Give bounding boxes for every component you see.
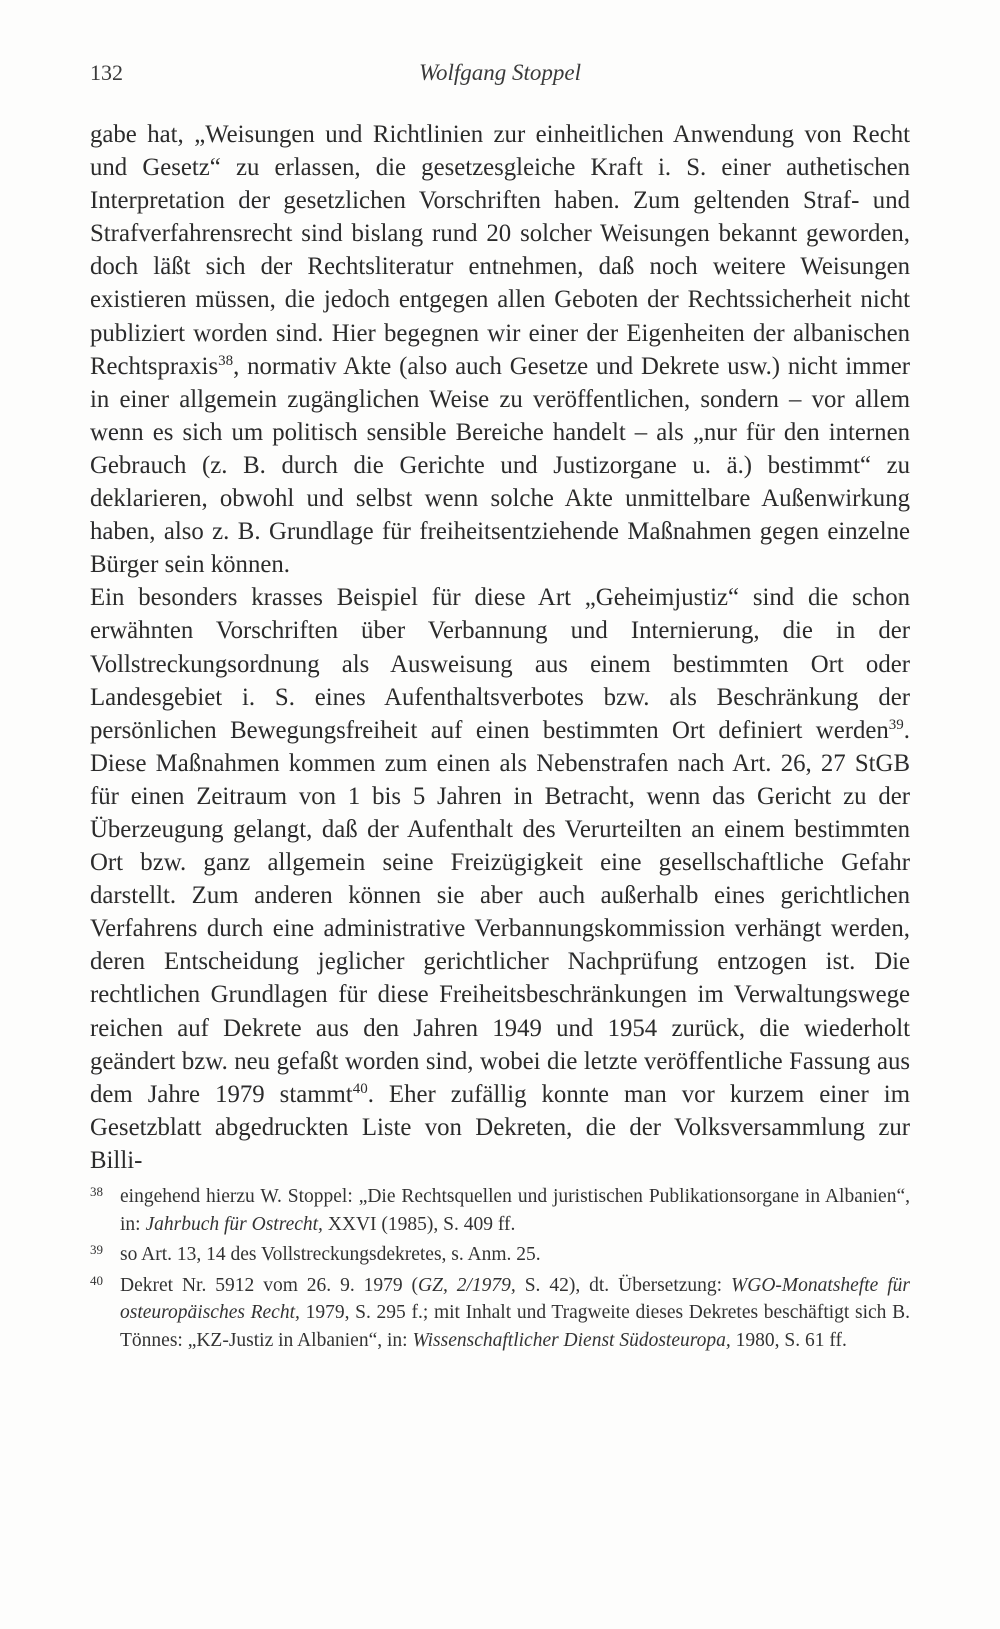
paragraph-1-text-b: , normativ Akte (also auch Gesetze und Dekrete usw.) nicht immer in einer allgemein zugänglichen Weise zu veröffentlichen, sondern – vor allem wenn es sich um politisch sensible Bereiche handelt – als „nur für den internen Gebrauch (z. B. durch die Gerichte und Justizorgane u. ä.) bestimmt“ zu deklarieren, obwohl und selbst wenn solche Akte unmittelbare Außenwirkung haben, also z. B. Grundlage für freiheitsentziehende Maßnahmen gegen einzelne Bürger sein können.	[90, 352, 910, 579]
footnote-mark-38: 38	[90, 1184, 103, 1199]
paragraph-2-text-b: . Diese Maßnahmen kommen zum einen als Nebenstrafen nach Art. 26, 27 StGB für einen Zeitraum von 1 bis 5 Jahren in Betracht, wenn das Gericht zu der Überzeugung gelangt, daß der Aufenthalt des Verurteilten an einem bestimmten Ort bzw. ganz allgemein seine Freizügigkeit eine gesellschaftliche Gefahr darstellt. Zum anderen können sie aber auch außerhalb eines gerichtlichen Verfahrens durch eine administrative Verbannungskommission verhängt werden, deren Entscheidung jeglicher gerichtlicher Nachprüfung entzogen ist. Die rechtlichen Grundlagen für diese Freiheitsbeschränkungen im Verwaltungswege reichen auf Dekrete aus den Jahren 1949 und 1954 zurück, die wiederholt geändert bzw. neu gefaßt worden sind, wobei die letzte veröffentliche Fassung aus dem Jahre 1979 stammt	[90, 716, 910, 1108]
footnote-ref-39: 39	[888, 716, 904, 733]
footnote-40-journal-1: WGO-Monatshefte für osteuropäisches Recht,	[120, 1274, 910, 1323]
paragraph-2-text-a: Ein besonders krasses Beispiel für diese Art „Geheimjustiz“ sind die schon erwähnten Vorschriften über Verbannung und Internierung, die in der Vollstreckungsordnung als Ausweisung aus einem bestimmten Ort oder Landesgebiet i. S. eines Aufenthaltsverbotes bzw. als Beschränkung der persönlichen Bewegungsfreiheit auf einen bestimmten Ort definiert werden	[90, 584, 910, 744]
footnote-mark-39: 39	[90, 1242, 103, 1257]
footnote-ref-40: 40	[352, 1080, 368, 1097]
paragraph-2-text-c: . Eher zufällig konnte man vor kurzem einer im Gesetzblatt abgedruckten Liste von Dekreten, die der Volksversammlung zur Billi-	[90, 1080, 910, 1174]
paragraph-1-text-a: gabe hat, „Weisungen und Richtlinien zur einheitlichen Anwendung von Recht und Gesetz“ zu erlassen, die gesetzesgleiche Kraft i. S. einer authetischen Interpretation der gesetzlichen Vorschriften haben. Zum geltenden Straf- und Strafverfahrensrecht sind bislang rund 20 solcher Weisungen bekannt geworden, doch läßt sich der Rechtsliteratur entnehmen, daß noch weitere Weisungen existieren müssen, die jedoch entgegen allen Geboten der Rechtssicherheit nicht publiziert worden sind. Hier begegnen wir einer der Eigenheiten der albanischen Rechtspraxis	[90, 121, 910, 380]
footnote-40-text-2: S. 42), dt. Übersetzung:	[515, 1274, 731, 1296]
footnote-38-journal: Jahrbuch für Ostrecht,	[145, 1213, 323, 1235]
footnote-ref-38: 38	[218, 352, 234, 369]
footnotes	[90, 1183, 910, 1357]
footnote-40-text-3: 1979, S. 295 f.; mit Inhalt und Tragweite dieses Dekretes beschäftigt sich B. Tönnes: „KZ-Justiz in Albanien“, in:	[120, 1302, 910, 1351]
page-number: 132	[90, 60, 123, 85]
footnote-39	[90, 1241, 910, 1269]
running-head: Wolfgang Stoppel	[418, 60, 582, 85]
footnote-40-gazette: GZ, 2/1979,	[418, 1274, 516, 1296]
page-header	[90, 60, 910, 100]
main-text	[90, 118, 910, 1177]
footnote-39-text: so Art. 13, 14 des Vollstreckungsdekretes, s. Anm. 25.	[120, 1244, 541, 1265]
footnote-mark-40: 40	[90, 1272, 103, 1288]
footnote-40	[90, 1272, 910, 1355]
footnote-38-text-1: eingehend hierzu W. Stoppel: „Die Rechtsquellen und juristischen Publikationsorgane in Albanien“, in:	[120, 1186, 910, 1235]
footnote-40-text-1: Dekret Nr. 5912 vom 26. 9. 1979 (	[120, 1274, 419, 1296]
paragraph-2	[90, 581, 910, 1177]
paragraph-1	[90, 118, 910, 581]
footnote-38	[90, 1183, 910, 1238]
footnote-40-text-4: 1980, S. 61 ff.	[730, 1329, 847, 1351]
footnote-38-text-2: XXVI (1985), S. 409 ff.	[322, 1213, 516, 1235]
footnote-40-journal-2: Wissenschaftlicher Dienst Südosteuropa,	[412, 1329, 731, 1351]
